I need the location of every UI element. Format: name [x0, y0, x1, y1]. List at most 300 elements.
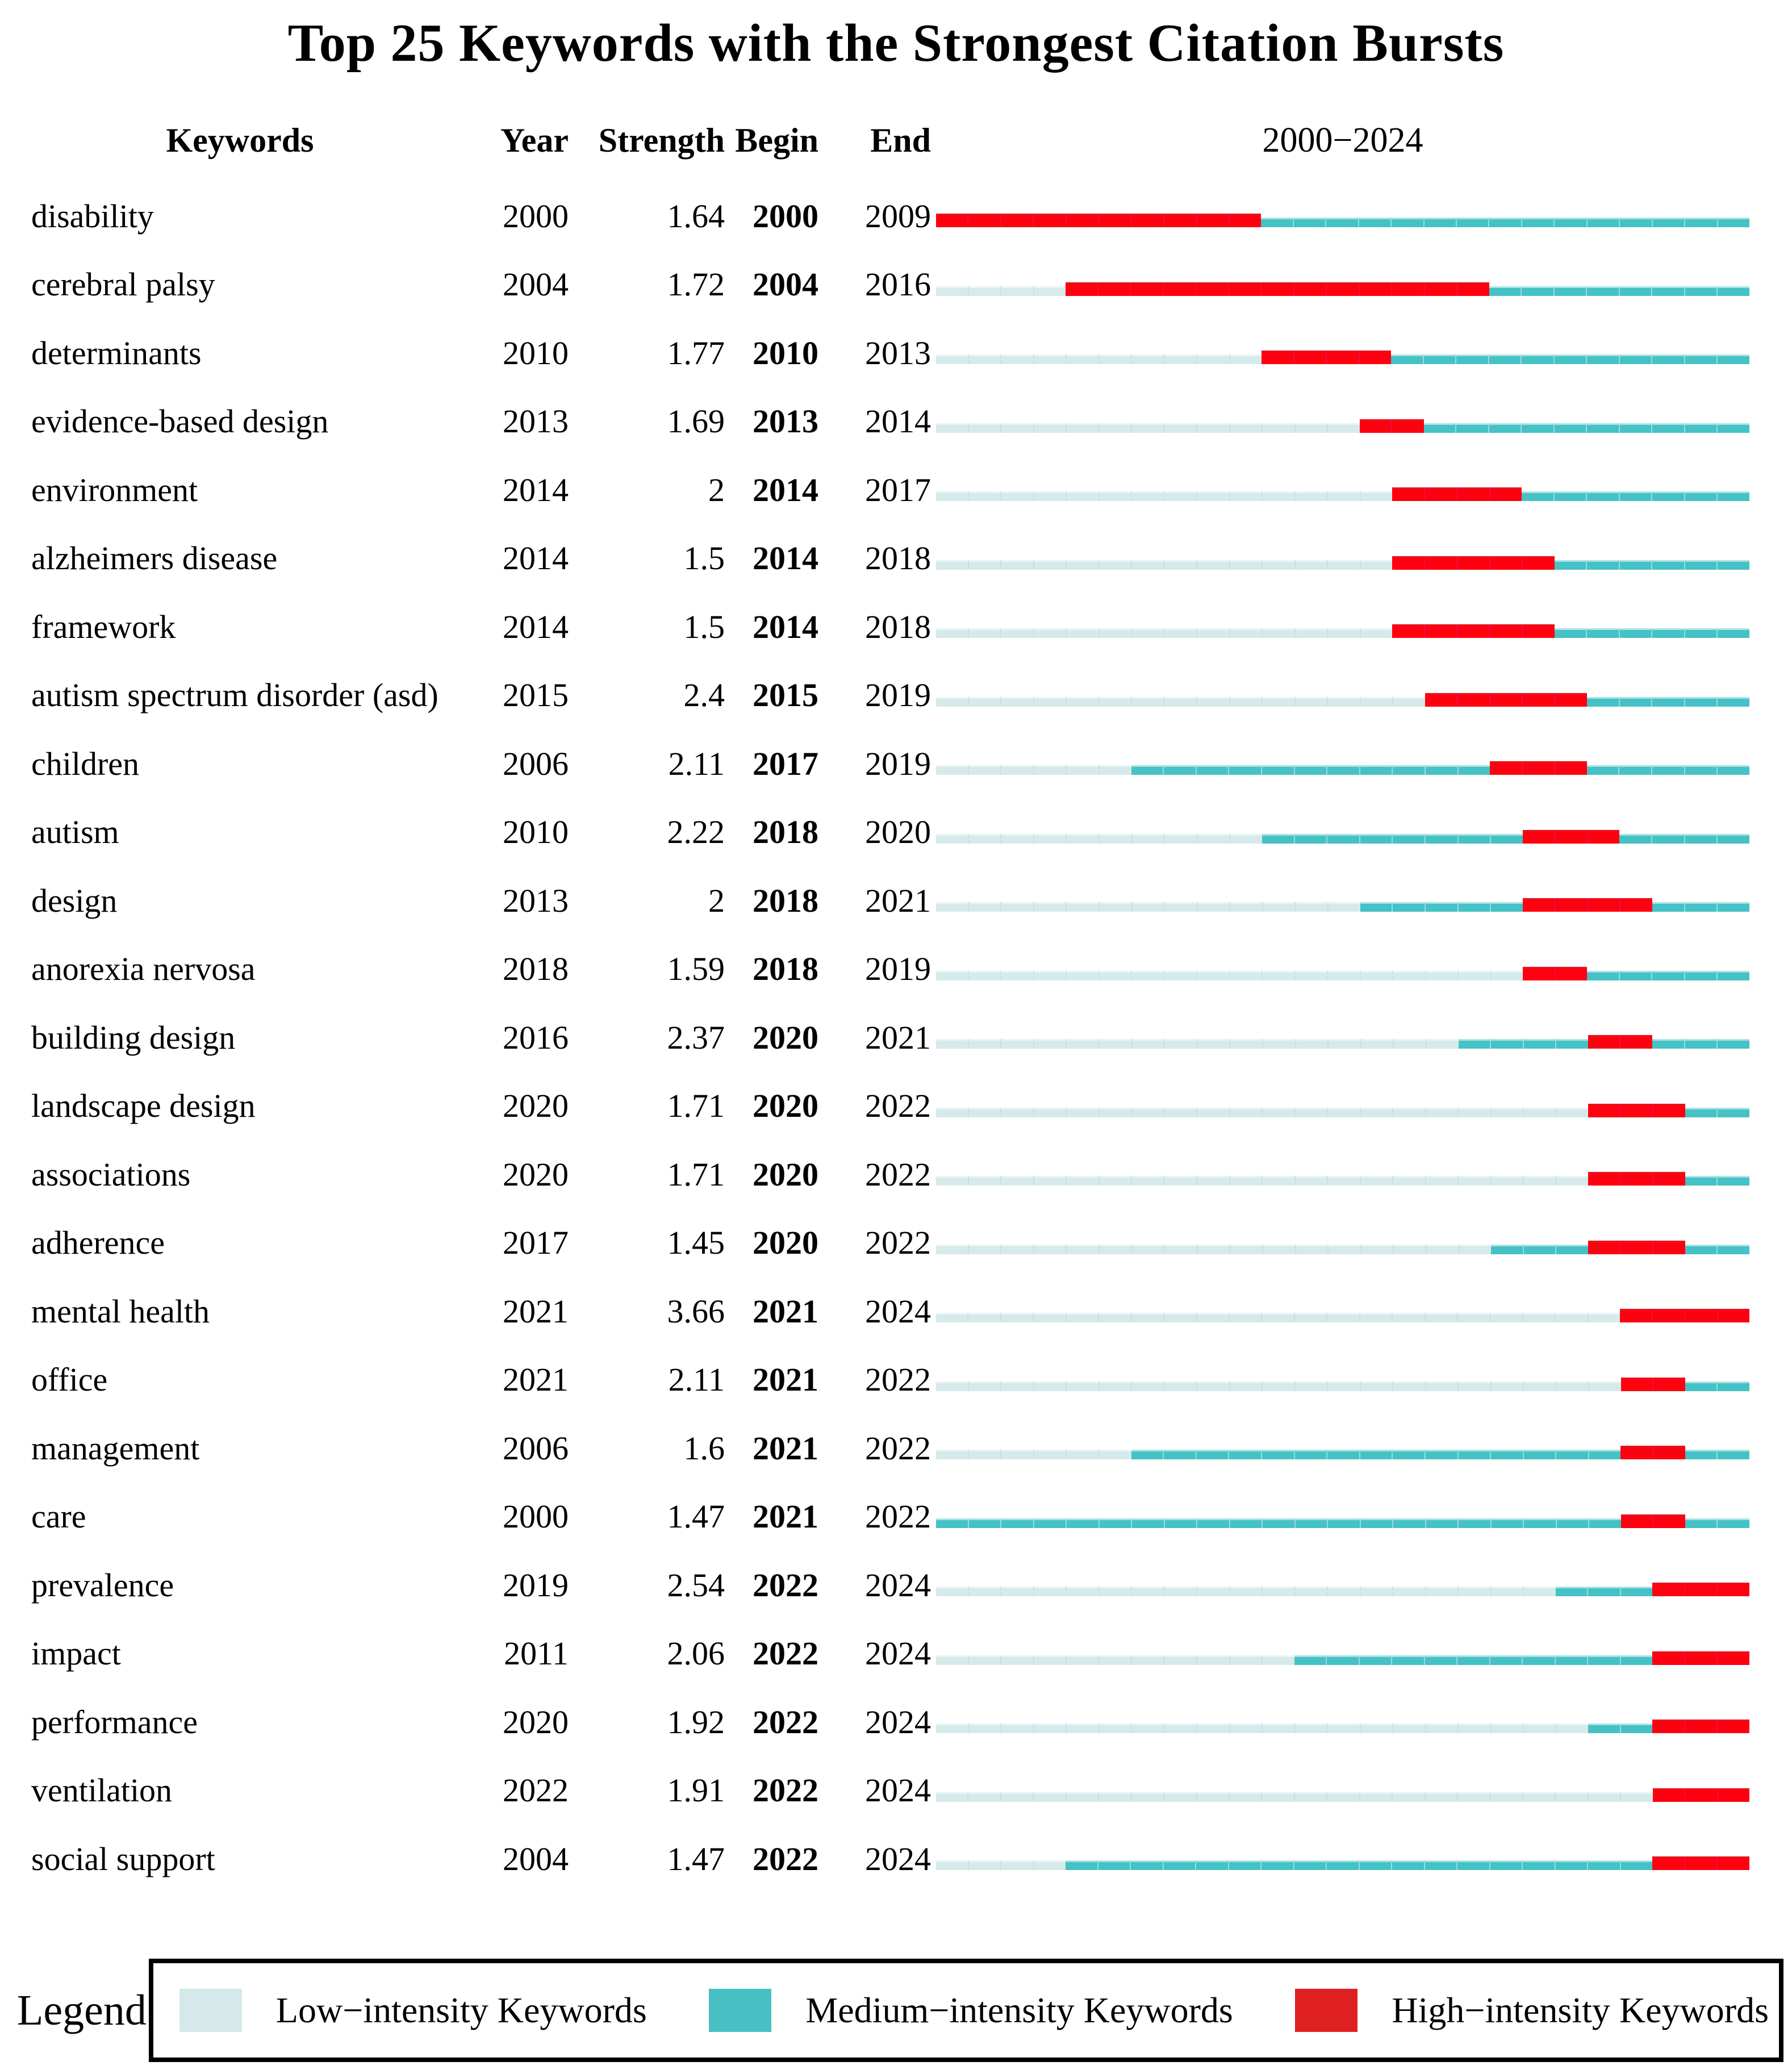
high-intensity-year-cell: [1621, 1378, 1653, 1391]
high-intensity-year-cell: [1489, 693, 1522, 707]
low-intensity-year-cell: [1327, 1245, 1360, 1254]
high-intensity-year-cell: [1684, 1309, 1716, 1322]
high-intensity-year-cell: [1522, 761, 1555, 775]
table-row: [0, 661, 1792, 730]
table-row: [0, 182, 1792, 251]
burst-timeline-bar: [936, 556, 1749, 570]
low-intensity-year-cell: [1555, 1313, 1587, 1322]
low-intensity-year-cell: [1392, 697, 1425, 707]
strength-cell: 1.5: [683, 540, 725, 577]
burst-timeline-bar: [936, 282, 1749, 296]
mid-intensity-year-cell: [1555, 560, 1586, 570]
mid-intensity-year-cell: [1716, 1450, 1749, 1459]
high-intensity-year-cell: [1424, 282, 1457, 296]
burst-timeline-bar: [936, 214, 1749, 227]
low-intensity-year-cell: [1066, 1176, 1098, 1186]
mid-intensity-year-cell: [1457, 1518, 1490, 1528]
keyword-cell: children: [31, 745, 140, 782]
low-intensity-year-cell: [936, 423, 968, 433]
low-intensity-year-cell: [1196, 491, 1229, 501]
year-cell: 2014: [503, 471, 569, 508]
mid-intensity-year-cell: [1523, 1245, 1556, 1254]
low-intensity-year-cell: [1164, 491, 1197, 501]
legend-box: [149, 1959, 1783, 2062]
mid-intensity-year-cell: [1294, 1518, 1327, 1528]
high-intensity-year-cell: [1489, 624, 1522, 638]
low-intensity-year-cell: [1164, 628, 1197, 638]
low-intensity-year-cell: [1327, 1382, 1360, 1391]
burst-timeline-bar: [936, 761, 1749, 775]
table-row: [0, 1414, 1792, 1483]
low-intensity-year-cell: [1294, 971, 1327, 980]
high-intensity-year-cell: [1456, 693, 1489, 707]
low-intensity-year-cell: [1262, 902, 1295, 912]
low-intensity-year-cell: [1294, 1176, 1327, 1186]
low-intensity-year-cell: [1523, 1176, 1556, 1186]
high-intensity-year-cell: [1554, 898, 1587, 912]
low-intensity-year-cell: [1392, 1108, 1425, 1117]
low-intensity-year-cell: [1196, 1655, 1229, 1665]
mid-intensity-year-cell: [1033, 1518, 1066, 1528]
low-intensity-year-cell: [1066, 491, 1098, 501]
low-intensity-year-cell: [1000, 423, 1033, 433]
high-intensity-year-cell: [1588, 1104, 1620, 1117]
keyword-cell: cerebral palsy: [31, 266, 215, 303]
low-intensity-year-cell: [1490, 1108, 1523, 1117]
mid-intensity-year-cell: [1261, 218, 1292, 227]
low-intensity-year-cell: [1033, 1792, 1065, 1802]
high-intensity-year-cell: [1229, 214, 1261, 227]
low-intensity-year-cell: [1294, 1313, 1326, 1322]
legend-swatch-medium: [709, 1989, 771, 2032]
low-intensity-year-cell: [1294, 697, 1327, 707]
low-intensity-year-cell: [1098, 354, 1131, 364]
mid-intensity-year-cell: [1425, 1518, 1458, 1528]
high-intensity-year-cell: [1619, 1035, 1652, 1049]
mid-intensity-year-cell: [1619, 218, 1651, 227]
mid-intensity-year-cell: [1490, 902, 1523, 912]
begin-cell: 2022: [753, 1566, 818, 1604]
mid-intensity-year-cell: [1619, 423, 1652, 433]
strength-cell: 1.5: [683, 608, 725, 645]
end-cell: 2022: [865, 1361, 931, 1399]
low-intensity-year-cell: [1457, 1587, 1490, 1596]
mid-intensity-year-cell: [1359, 765, 1392, 775]
low-intensity-year-cell: [936, 1382, 968, 1391]
low-intensity-year-cell: [936, 1108, 968, 1117]
low-intensity-year-cell: [1164, 560, 1197, 570]
burst-timeline-bar: [936, 1172, 1749, 1186]
low-intensity-year-cell: [1295, 1245, 1328, 1254]
table-row: [0, 387, 1792, 456]
low-intensity-year-cell: [1066, 560, 1098, 570]
mid-intensity-year-cell: [1360, 1518, 1393, 1528]
mid-intensity-year-cell: [1587, 971, 1619, 980]
begin-cell: 2020: [753, 1155, 818, 1193]
low-intensity-year-cell: [936, 560, 968, 570]
low-intensity-year-cell: [1131, 1245, 1164, 1254]
end-cell: 2019: [865, 745, 931, 782]
low-intensity-year-cell: [1000, 697, 1033, 707]
low-intensity-year-cell: [1033, 560, 1066, 570]
mid-intensity-year-cell: [1523, 1039, 1556, 1049]
low-intensity-year-cell: [1327, 560, 1360, 570]
low-intensity-year-cell: [968, 491, 1001, 501]
low-intensity-year-cell: [1066, 1723, 1098, 1733]
legend-item-medium: [709, 1989, 1233, 2032]
low-intensity-year-cell: [1294, 1792, 1326, 1802]
low-intensity-year-cell: [1327, 1039, 1360, 1049]
begin-cell: 2021: [753, 1429, 818, 1467]
low-intensity-year-cell: [1098, 1108, 1131, 1117]
year-cell: 2011: [504, 1635, 569, 1672]
mid-intensity-year-cell: [1716, 1039, 1749, 1049]
high-intensity-year-cell: [1456, 487, 1489, 501]
low-intensity-year-cell: [1457, 1792, 1489, 1802]
low-intensity-year-cell: [1360, 1587, 1393, 1596]
high-intensity-year-cell: [1522, 556, 1555, 570]
burst-timeline-bar: [936, 1856, 1749, 1870]
low-intensity-year-cell: [936, 1723, 968, 1733]
low-intensity-year-cell: [1360, 1382, 1393, 1391]
low-intensity-year-cell: [1164, 423, 1197, 433]
year-cell: 2013: [503, 882, 569, 919]
low-intensity-year-cell: [1197, 1245, 1230, 1254]
year-cell: 2021: [503, 1292, 569, 1330]
low-intensity-year-cell: [1131, 971, 1164, 980]
table-row: [0, 1825, 1792, 1893]
low-intensity-year-cell: [1066, 834, 1098, 844]
mid-intensity-year-cell: [1716, 1382, 1749, 1391]
high-intensity-year-cell: [1652, 1241, 1685, 1254]
low-intensity-year-cell: [1490, 1587, 1523, 1596]
low-intensity-year-cell: [1033, 697, 1066, 707]
mid-intensity-year-cell: [1490, 1518, 1523, 1528]
low-intensity-year-cell: [1197, 902, 1230, 912]
mid-intensity-year-cell: [1651, 423, 1684, 433]
mid-intensity-year-cell: [1556, 1518, 1589, 1528]
keyword-cell: autism: [31, 813, 119, 851]
low-intensity-year-cell: [1229, 1245, 1262, 1254]
burst-timeline-bar: [936, 830, 1749, 844]
mid-intensity-year-cell: [1556, 1587, 1588, 1596]
mid-intensity-year-cell: [1261, 1518, 1294, 1528]
low-intensity-year-cell: [1556, 1108, 1589, 1117]
begin-cell: 2021: [753, 1498, 818, 1535]
mid-intensity-year-cell: [1716, 1518, 1749, 1528]
low-intensity-year-cell: [936, 628, 968, 638]
low-intensity-year-cell: [1033, 1587, 1066, 1596]
low-intensity-year-cell: [1196, 697, 1229, 707]
high-intensity-year-cell: [1326, 282, 1359, 296]
mid-intensity-year-cell: [1196, 1450, 1229, 1459]
high-intensity-year-cell: [1620, 1309, 1651, 1322]
low-intensity-year-cell: [1131, 1039, 1164, 1049]
low-intensity-year-cell: [936, 1587, 968, 1596]
low-intensity-year-cell: [936, 1313, 967, 1322]
low-intensity-year-cell: [1295, 1039, 1328, 1049]
strength-cell: 1.47: [667, 1840, 725, 1877]
burst-timeline-bar: [936, 1720, 1749, 1733]
mid-intensity-year-cell: [1685, 1108, 1717, 1117]
mid-intensity-year-cell: [1523, 1450, 1556, 1459]
table-row: [0, 866, 1792, 935]
low-intensity-year-cell: [1000, 1450, 1033, 1459]
mid-intensity-year-cell: [1228, 1860, 1261, 1870]
mid-intensity-year-cell: [1066, 1518, 1098, 1528]
mid-intensity-year-cell: [1651, 628, 1684, 638]
high-intensity-year-cell: [1359, 350, 1392, 364]
low-intensity-year-cell: [1425, 1176, 1458, 1186]
low-intensity-year-cell: [1066, 971, 1098, 980]
mid-intensity-year-cell: [1359, 1450, 1392, 1459]
low-intensity-year-cell: [1261, 1792, 1293, 1802]
low-intensity-year-cell: [1229, 697, 1262, 707]
year-cell: 2010: [503, 813, 569, 851]
mid-intensity-year-cell: [1293, 1860, 1326, 1870]
mid-intensity-year-cell: [1098, 1518, 1131, 1528]
low-intensity-year-cell: [1131, 1313, 1163, 1322]
low-intensity-year-cell: [1098, 1450, 1131, 1459]
low-intensity-year-cell: [1196, 628, 1229, 638]
low-intensity-year-cell: [1131, 1587, 1164, 1596]
mid-intensity-year-cell: [1553, 218, 1586, 227]
mid-intensity-year-cell: [1684, 834, 1717, 844]
mid-intensity-year-cell: [1651, 765, 1684, 775]
low-intensity-year-cell: [1196, 971, 1229, 980]
strength-cell: 1.91: [667, 1772, 725, 1809]
high-intensity-year-cell: [1456, 556, 1489, 570]
low-intensity-year-cell: [1425, 1313, 1457, 1322]
low-intensity-year-cell: [1000, 286, 1033, 296]
mid-intensity-year-cell: [1586, 354, 1619, 364]
mid-intensity-year-cell: [1360, 902, 1392, 912]
low-intensity-year-cell: [1425, 1108, 1458, 1117]
mid-intensity-year-cell: [1425, 765, 1457, 775]
low-intensity-year-cell: [1392, 1723, 1425, 1733]
end-cell: 2018: [865, 540, 931, 577]
high-intensity-year-cell: [936, 214, 967, 227]
low-intensity-year-cell: [936, 1655, 968, 1665]
mid-intensity-year-cell: [1326, 1860, 1359, 1870]
end-cell: 2020: [865, 813, 931, 851]
end-cell: 2022: [865, 1429, 931, 1467]
end-cell: 2016: [865, 266, 931, 303]
begin-cell: 2000: [753, 197, 818, 235]
low-intensity-year-cell: [1066, 1382, 1098, 1391]
low-intensity-year-cell: [936, 1792, 967, 1802]
year-cell: 2006: [503, 1429, 569, 1467]
low-intensity-year-cell: [1556, 1176, 1589, 1186]
low-intensity-year-cell: [1294, 491, 1327, 501]
burst-timeline-bar: [936, 1309, 1749, 1322]
low-intensity-year-cell: [1360, 560, 1393, 570]
mid-intensity-year-cell: [1326, 765, 1359, 775]
keyword-cell: framework: [31, 608, 176, 645]
mid-intensity-year-cell: [1685, 1245, 1717, 1254]
low-intensity-year-cell: [1098, 1723, 1131, 1733]
low-intensity-year-cell: [1196, 1723, 1229, 1733]
high-intensity-year-cell: [1619, 898, 1652, 912]
year-cell: 2014: [503, 540, 569, 577]
high-intensity-year-cell: [1392, 624, 1424, 638]
low-intensity-year-cell: [1033, 1039, 1066, 1049]
end-cell: 2024: [865, 1292, 931, 1330]
low-intensity-year-cell: [1359, 1313, 1392, 1322]
mid-intensity-year-cell: [1293, 218, 1325, 227]
keyword-cell: adherence: [31, 1224, 165, 1262]
low-intensity-year-cell: [1098, 1039, 1131, 1049]
low-intensity-year-cell: [1000, 1723, 1033, 1733]
mid-intensity-year-cell: [1716, 1108, 1749, 1117]
mid-intensity-year-cell: [1685, 1518, 1717, 1528]
high-intensity-year-cell: [1424, 624, 1457, 638]
low-intensity-year-cell: [1555, 1792, 1587, 1802]
mid-intensity-year-cell: [1651, 286, 1684, 296]
low-intensity-year-cell: [1000, 1382, 1033, 1391]
begin-cell: 2014: [753, 540, 818, 577]
end-cell: 2024: [865, 1635, 931, 1672]
mid-intensity-year-cell: [1685, 1382, 1717, 1391]
low-intensity-year-cell: [936, 834, 968, 844]
high-intensity-year-cell: [1652, 1378, 1685, 1391]
low-intensity-year-cell: [1327, 1108, 1360, 1117]
mid-intensity-year-cell: [1619, 697, 1652, 707]
keyword-cell: alzheimers disease: [31, 540, 278, 577]
mid-intensity-year-cell: [1325, 218, 1357, 227]
high-intensity-year-cell: [1588, 1241, 1620, 1254]
low-intensity-year-cell: [1131, 1108, 1164, 1117]
begin-cell: 2014: [753, 471, 818, 508]
mid-intensity-year-cell: [1261, 765, 1294, 775]
end-cell: 2014: [865, 403, 931, 440]
low-intensity-year-cell: [968, 423, 1001, 433]
low-intensity-year-cell: [1457, 1313, 1489, 1322]
legend: [17, 1959, 1783, 2062]
mid-intensity-year-cell: [1587, 697, 1619, 707]
high-intensity-year-cell: [1716, 1583, 1749, 1596]
low-intensity-year-cell: [1163, 1313, 1196, 1322]
mid-intensity-year-cell: [1652, 218, 1684, 227]
mid-intensity-year-cell: [1684, 491, 1717, 501]
table-row: [0, 319, 1792, 387]
begin-cell: 2015: [753, 677, 818, 714]
mid-intensity-year-cell: [1455, 423, 1488, 433]
high-intensity-year-cell: [1652, 1104, 1685, 1117]
low-intensity-year-cell: [1229, 628, 1262, 638]
mid-intensity-year-cell: [1716, 765, 1749, 775]
low-intensity-year-cell: [968, 1450, 1001, 1459]
begin-cell: 2022: [753, 1772, 818, 1809]
begin-cell: 2018: [753, 882, 818, 919]
strength-cell: 1.77: [667, 334, 725, 372]
mid-intensity-year-cell: [1555, 628, 1586, 638]
high-intensity-year-cell: [1587, 830, 1620, 844]
low-intensity-year-cell: [1164, 834, 1197, 844]
low-intensity-year-cell: [1229, 1039, 1262, 1049]
mid-intensity-year-cell: [1358, 218, 1390, 227]
mid-intensity-year-cell: [1457, 1450, 1490, 1459]
low-intensity-year-cell: [1360, 1108, 1393, 1117]
low-intensity-year-cell: [1261, 971, 1294, 980]
low-intensity-year-cell: [1327, 1587, 1360, 1596]
mid-intensity-year-cell: [1586, 218, 1619, 227]
low-intensity-year-cell: [1196, 560, 1229, 570]
low-intensity-year-cell: [1033, 1382, 1066, 1391]
keyword-cell: performance: [31, 1703, 198, 1741]
low-intensity-year-cell: [1066, 902, 1098, 912]
low-intensity-year-cell: [1000, 560, 1033, 570]
low-intensity-year-cell: [1098, 1792, 1130, 1802]
low-intensity-year-cell: [1229, 1723, 1262, 1733]
high-intensity-year-cell: [1588, 1172, 1620, 1186]
mid-intensity-year-cell: [1326, 1655, 1359, 1665]
legend-item-medium-label: Medium−intensity Keywords: [805, 1990, 1233, 2030]
end-cell: 2021: [865, 1019, 931, 1056]
begin-cell: 2013: [753, 403, 818, 440]
high-intensity-year-cell: [1652, 1446, 1685, 1459]
low-intensity-year-cell: [1197, 834, 1230, 844]
legend-item-high-label: High−intensity Keywords: [1392, 1990, 1769, 2030]
low-intensity-year-cell: [1294, 1723, 1327, 1733]
low-intensity-year-cell: [1066, 1039, 1098, 1049]
begin-cell: 2020: [753, 1224, 818, 1262]
year-cell: 2014: [503, 608, 569, 645]
high-intensity-year-cell: [1163, 282, 1196, 296]
low-intensity-year-cell: [936, 765, 968, 775]
low-intensity-year-cell: [1523, 1108, 1556, 1117]
mid-intensity-year-cell: [1294, 765, 1327, 775]
burst-timeline-bar: [936, 487, 1749, 501]
keyword-cell: management: [31, 1429, 200, 1467]
year-cell: 2013: [503, 403, 569, 440]
table-row: [0, 592, 1792, 661]
low-intensity-year-cell: [1163, 1792, 1196, 1802]
low-intensity-year-cell: [1261, 491, 1294, 501]
low-intensity-year-cell: [1229, 971, 1262, 980]
mid-intensity-year-cell: [1131, 765, 1163, 775]
low-intensity-year-cell: [1000, 1245, 1033, 1254]
mid-intensity-year-cell: [1619, 354, 1652, 364]
burst-timeline-bar: [936, 1241, 1749, 1254]
mid-intensity-year-cell: [1651, 834, 1684, 844]
low-intensity-year-cell: [1164, 354, 1197, 364]
mid-intensity-year-cell: [1716, 491, 1749, 501]
low-intensity-year-cell: [1098, 423, 1131, 433]
high-intensity-year-cell: [1260, 282, 1293, 296]
low-intensity-year-cell: [1000, 765, 1033, 775]
legend-swatch-high: [1295, 1989, 1357, 2032]
mid-intensity-year-cell: [1294, 1450, 1327, 1459]
mid-intensity-year-cell: [1716, 902, 1749, 912]
keyword-cell: associations: [31, 1155, 191, 1193]
mid-intensity-year-cell: [1717, 218, 1749, 227]
low-intensity-year-cell: [1556, 1382, 1589, 1391]
year-cell: 2021: [503, 1361, 569, 1399]
keyword-cell: disability: [31, 197, 154, 235]
low-intensity-year-cell: [1490, 1382, 1523, 1391]
mid-intensity-year-cell: [1586, 491, 1619, 501]
burst-timeline-bar: [936, 1035, 1749, 1049]
mid-intensity-year-cell: [1455, 354, 1488, 364]
mid-intensity-year-cell: [936, 1518, 968, 1528]
mid-intensity-year-cell: [1489, 1860, 1522, 1870]
high-intensity-year-cell: [1652, 1172, 1685, 1186]
high-intensity-year-cell: [1652, 1720, 1684, 1733]
low-intensity-year-cell: [1457, 1108, 1490, 1117]
end-cell: 2024: [865, 1772, 931, 1809]
low-intensity-year-cell: [1066, 1245, 1098, 1254]
